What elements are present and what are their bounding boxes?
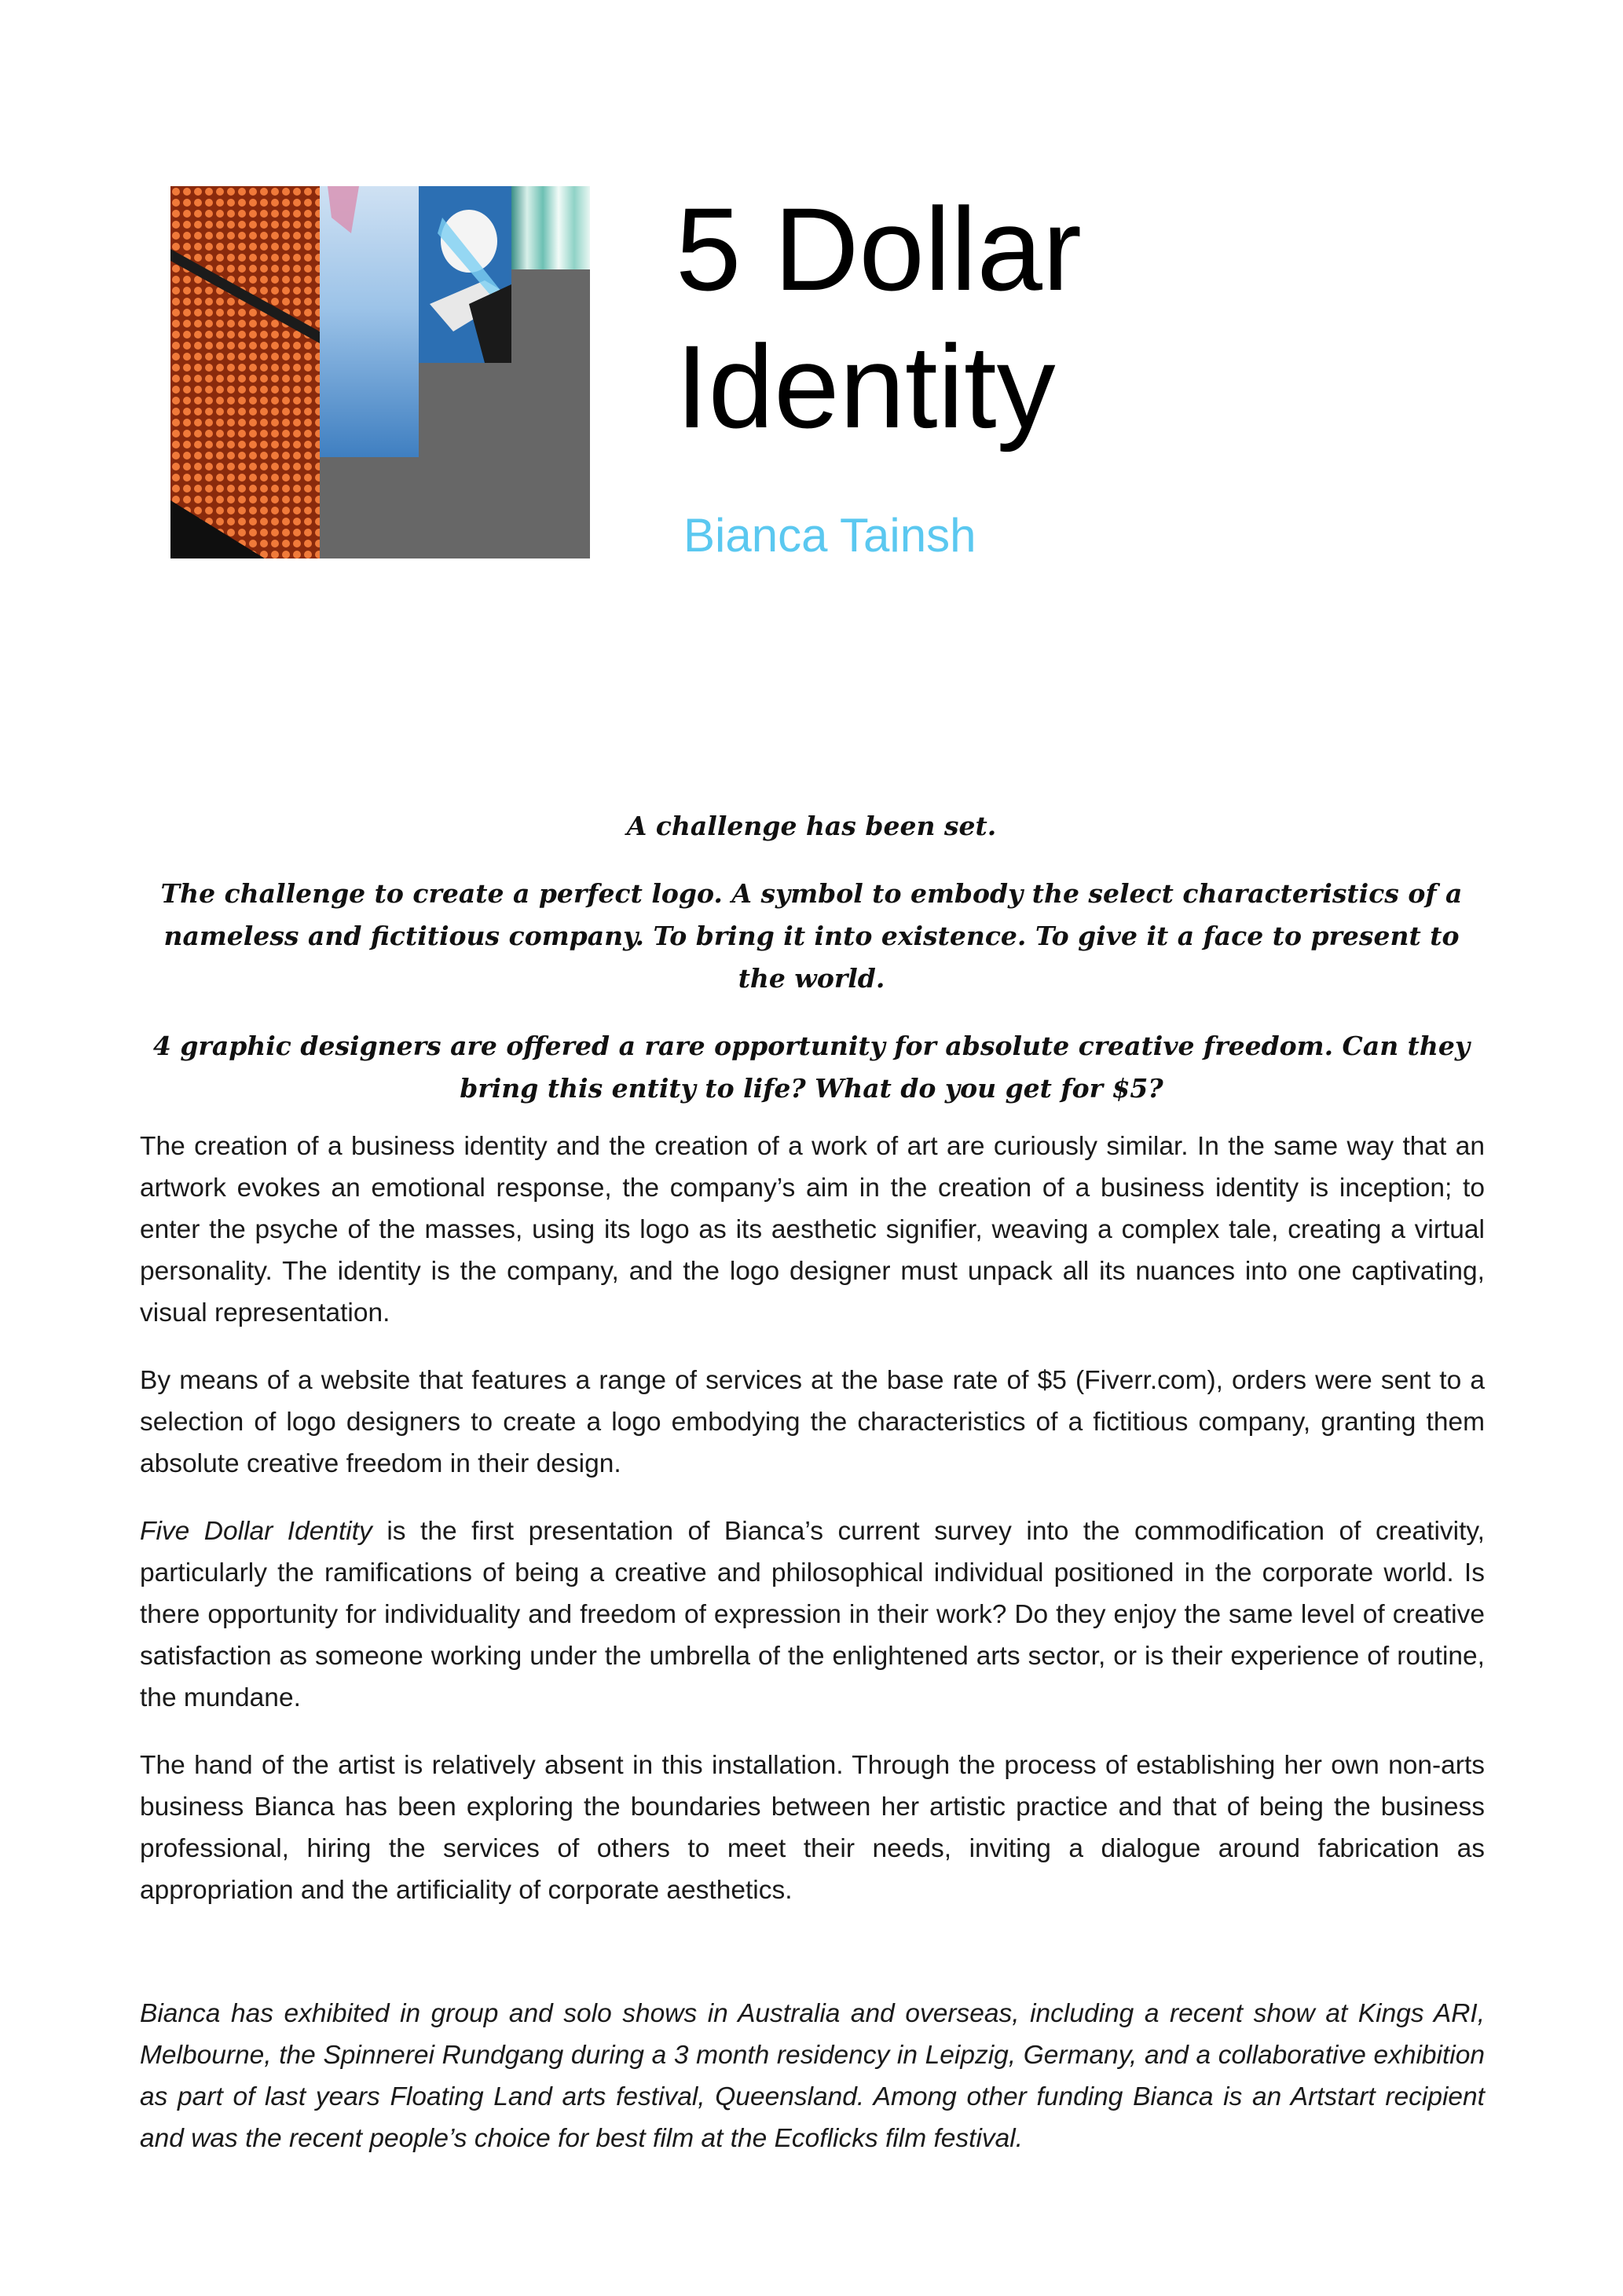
title-line-2: Identity — [676, 320, 1056, 452]
body-paragraph-3-text: is the first presentation of Bianca’s current survey into the commodification of creativity, particularly the ramifications of being a creative and philosophical individual positioned in the corporate world. Is there opportunity for individuality and freedom of expression in their work? Do they enjoy the same level of creative satisfaction as someone working under the umbrella of the enlightened arts sector, or is their experience of routine, the mundane. — [140, 1517, 1485, 1712]
body-paragraph-3 — [140, 1511, 1485, 1719]
intro-section — [141, 805, 1482, 1135]
body-paragraph-1: The creation of a business identity and the creation of a work of art are curiously similar. In the same way that an artwork evokes an emotional response, the company’s aim in the creation of a business identity is inception; to enter the psyche of the masses, using its logo as its aesthetic signifier, weaving a complex tale, creating a virtual personality. The identity is the company, and the logo designer must unpack all its nuances into one captivating, visual representation. — [140, 1132, 1485, 1327]
intro-paragraph-3: 4 graphic designers are offered a rare opportunity for absolute creative freedom. Can they bring this entity to life? What do you get for $5? — [152, 1031, 1471, 1104]
artist-bio — [140, 1993, 1485, 2159]
intro-paragraph-2: The challenge to create a perfect logo. A symbol to embody the select characteristics of a nameless and fictitious company. To bring it into existence. To give it a face to present to the world. — [160, 878, 1463, 994]
body-text — [140, 1126, 1485, 1937]
intro-paragraph-1: A challenge has been set. — [626, 811, 997, 841]
page-title — [676, 181, 1225, 456]
author-name: Bianca Tainsh — [683, 509, 976, 562]
work-title: Five Dollar Identity — [140, 1517, 372, 1546]
title-line-1: 5 Dollar — [676, 183, 1082, 315]
body-paragraph-2: By means of a website that features a range of services at the base rate of $5 (Fiverr.com), orders were sent to a selection of logo designers to create a logo embodying the characteristics of a fictitious company, granting them absolute creative freedom in their design. — [140, 1366, 1485, 1478]
bio-paragraph: Bianca has exhibited in group and solo shows in Australia and overseas, including a recent show at Kings ARI, Melbourne, the Spinnerei Rundgang during a 3 month residency in Leipzig, Germany, and a collaborative exhibition as part of last years Floating Land arts festival, Queensland. Among other funding Bianca is an Artstart recipient and was the recent people’s choice for best film at the Ecoflicks film festival. — [140, 1999, 1485, 2153]
body-paragraph-4: The hand of the artist is relatively absent in this installation. Through the process of establishing her own non-arts business Bianca has been exploring the boundaries between her artistic practice and that of being the business professional, hiring the services of others to meet their needs, inviting a dialogue around fabrication as appropriation and the artificiality of corporate aesthetics. — [140, 1751, 1485, 1905]
artwork-collage-image — [170, 186, 590, 558]
